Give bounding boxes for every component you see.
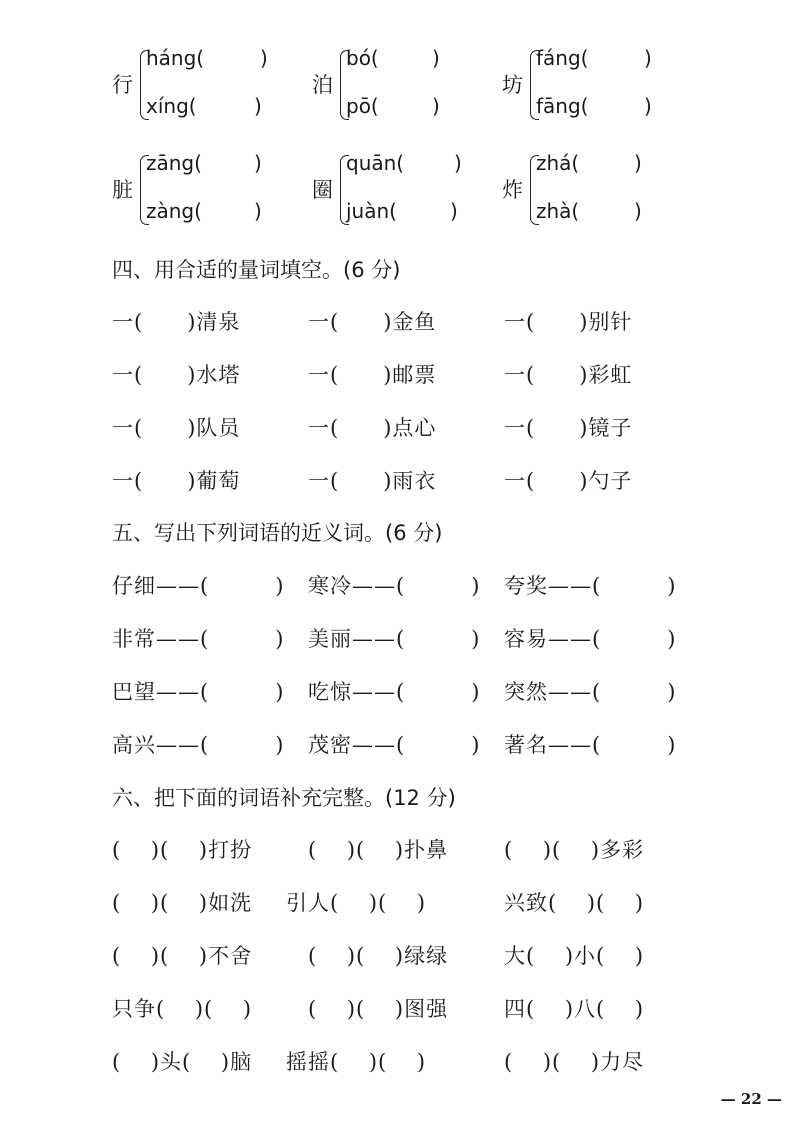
exercise-item: 高兴——( ) bbox=[112, 733, 285, 757]
exercise-item: 一( )金鱼 bbox=[308, 310, 437, 334]
close-paren: ) bbox=[634, 151, 642, 175]
exercise-item: ( )头( )脑 bbox=[112, 1050, 253, 1074]
exercise-item: 兴致( )( ) bbox=[504, 891, 645, 915]
close-paren: ) bbox=[254, 151, 262, 175]
pinyin-reading: bó( bbox=[346, 46, 379, 70]
pinyin-reading: quān( bbox=[346, 151, 405, 175]
exercise-item: 只争( )( ) bbox=[112, 997, 253, 1021]
section-heading: 六、把下面的词语补充完整。(12 分) bbox=[112, 786, 456, 810]
exercise-item: ( )( )图强 bbox=[308, 997, 449, 1021]
exercise-item: ( )( )扑鼻 bbox=[308, 838, 449, 862]
exercise-item: ( )( )力尽 bbox=[504, 1050, 645, 1074]
exercise-item: 一( )队员 bbox=[112, 416, 241, 440]
polyphone-group bbox=[502, 151, 682, 225]
exercise-item: 仔细——( ) bbox=[112, 574, 285, 598]
exercise-item: 一( )彩虹 bbox=[504, 363, 633, 387]
exercise-item: 一( )葡萄 bbox=[112, 469, 241, 493]
exercise-item: ( )( )绿绿 bbox=[308, 944, 449, 968]
exercise-item: 夸奖——( ) bbox=[504, 574, 677, 598]
pinyin-reading: pō( bbox=[346, 94, 379, 118]
exercise-item: 一( )别针 bbox=[504, 310, 633, 334]
exercise-item: 一( )点心 bbox=[308, 416, 437, 440]
pinyin-reading: fāng( bbox=[536, 94, 589, 118]
section-heading: 五、写出下列词语的近义词。(6 分) bbox=[112, 521, 443, 545]
exercise-item: 非常——( ) bbox=[112, 627, 285, 651]
close-paren: ) bbox=[260, 46, 268, 70]
close-paren: ) bbox=[432, 94, 440, 118]
exercise-item: 摇摇( )( ) bbox=[286, 1050, 427, 1074]
pinyin-reading: zàng( bbox=[146, 199, 202, 223]
pinyin-reading: háng( bbox=[146, 46, 205, 70]
polyphone-char: 脏 bbox=[112, 178, 133, 202]
exercise-item: 寒冷——( ) bbox=[308, 574, 481, 598]
polyphone-group bbox=[112, 151, 292, 225]
close-paren: ) bbox=[454, 151, 462, 175]
polyphone-char: 炸 bbox=[502, 178, 523, 202]
pinyin-reading: juàn( bbox=[346, 199, 397, 223]
close-paren: ) bbox=[634, 199, 642, 223]
polyphone-group bbox=[502, 46, 682, 120]
close-paren: ) bbox=[254, 199, 262, 223]
exercise-item: 一( )雨衣 bbox=[308, 469, 437, 493]
exercise-item: 一( )水塔 bbox=[112, 363, 241, 387]
close-paren: ) bbox=[644, 94, 652, 118]
polyphone-group bbox=[112, 46, 292, 120]
polyphone-char: 行 bbox=[112, 73, 133, 97]
exercise-item: ( )( )打扮 bbox=[112, 838, 253, 862]
pinyin-reading: zhà( bbox=[536, 199, 580, 223]
pinyin-reading: fáng( bbox=[536, 46, 589, 70]
polyphone-group bbox=[312, 46, 492, 120]
exercise-item: 美丽——( ) bbox=[308, 627, 481, 651]
page-number: — 22 — bbox=[720, 1090, 782, 1108]
exercise-item: 一( )勺子 bbox=[504, 469, 633, 493]
exercise-item: 容易——( ) bbox=[504, 627, 677, 651]
exercise-item: 大( )小( ) bbox=[504, 944, 645, 968]
polyphone-char: 泊 bbox=[312, 73, 333, 97]
pinyin-reading: xíng( bbox=[146, 94, 197, 118]
exercise-item: 一( )清泉 bbox=[112, 310, 241, 334]
polyphone-char: 坊 bbox=[502, 73, 523, 97]
close-paren: ) bbox=[254, 94, 262, 118]
exercise-item: 四( )八( ) bbox=[504, 997, 645, 1021]
exercise-item: ( )( )不舍 bbox=[112, 944, 253, 968]
exercise-item: 巴望——( ) bbox=[112, 680, 285, 704]
close-paren: ) bbox=[450, 199, 458, 223]
polyphone-group bbox=[312, 151, 492, 225]
close-paren: ) bbox=[644, 46, 652, 70]
pinyin-reading: zhá( bbox=[536, 151, 580, 175]
close-paren: ) bbox=[432, 46, 440, 70]
section-heading: 四、用合适的量词填空。(6 分) bbox=[112, 258, 401, 282]
exercise-item: ( )( )多彩 bbox=[504, 838, 645, 862]
exercise-item: 著名——( ) bbox=[504, 733, 677, 757]
polyphone-char: 圈 bbox=[312, 178, 333, 202]
exercise-item: 吃惊——( ) bbox=[308, 680, 481, 704]
exercise-item: 引人( )( ) bbox=[286, 891, 427, 915]
exercise-item: 一( )邮票 bbox=[308, 363, 437, 387]
exercise-item: 茂密——( ) bbox=[308, 733, 481, 757]
exercise-item: 突然——( ) bbox=[504, 680, 677, 704]
exercise-item: 一( )镜子 bbox=[504, 416, 633, 440]
pinyin-reading: zāng( bbox=[146, 151, 202, 175]
exercise-item: ( )( )如洗 bbox=[112, 891, 253, 915]
